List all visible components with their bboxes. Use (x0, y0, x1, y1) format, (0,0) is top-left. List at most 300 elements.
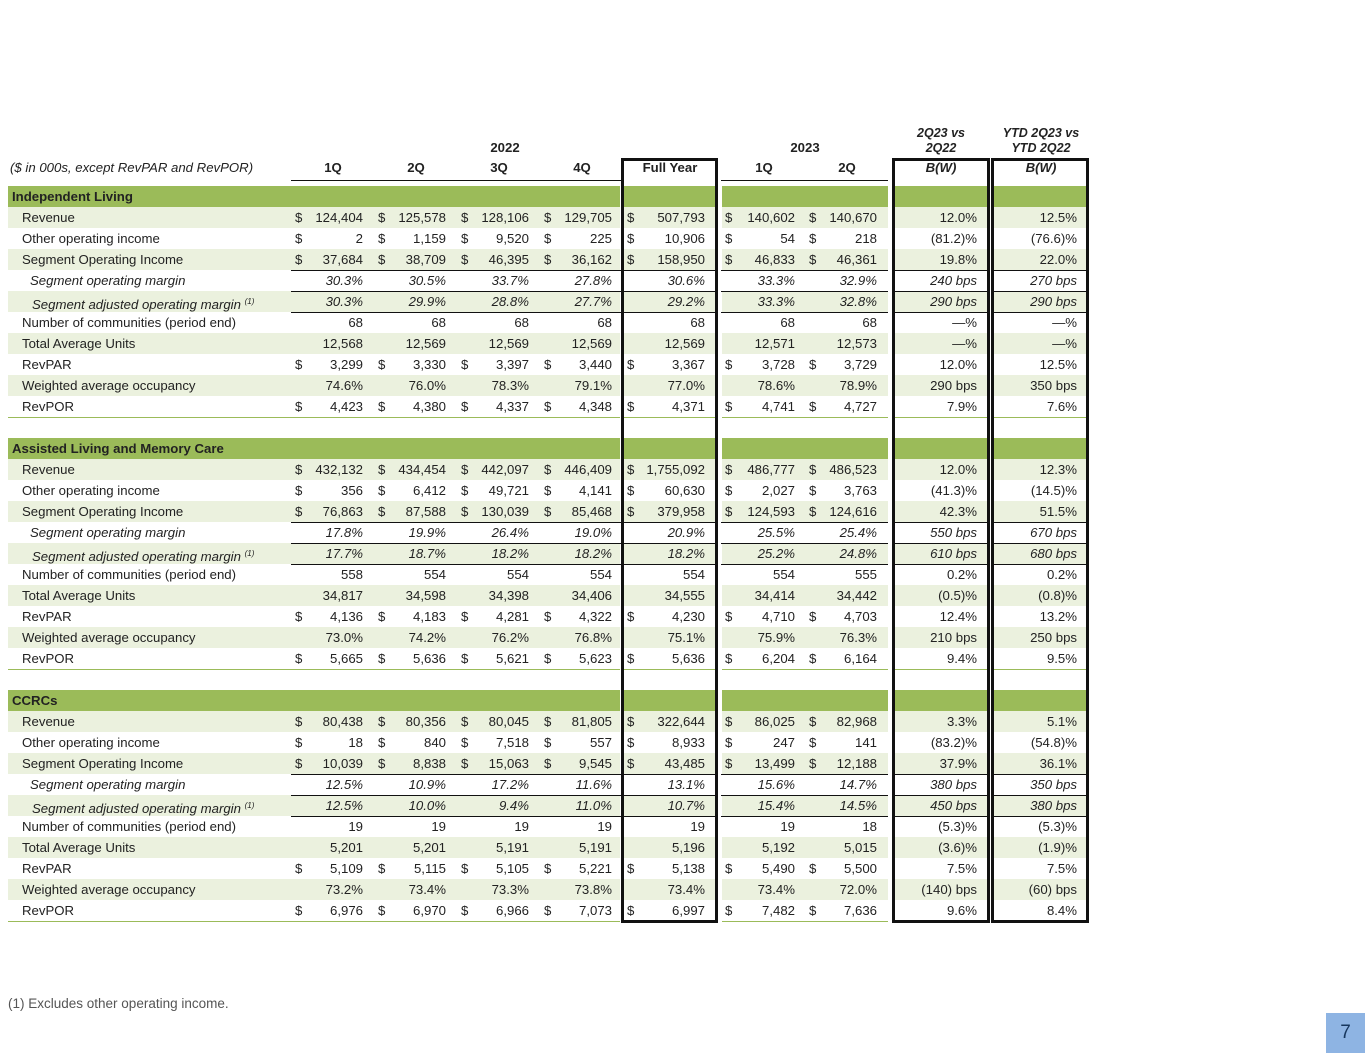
value-cell: 140,670 (829, 210, 877, 225)
col-header-2023-2q: 2Q (838, 160, 856, 175)
value-cell: 75.9% (757, 630, 795, 645)
comparison-cell: 680 bps (1030, 546, 1077, 561)
comparison-cell: (0.5)% (938, 588, 977, 603)
comparison-cell: 290 bps (930, 378, 977, 393)
col-header-2022-4q: 4Q (573, 160, 591, 175)
row-label-text: Segment operating margin (30, 273, 186, 288)
value-cell: 33.7% (491, 273, 529, 288)
dollar-sign: $ (378, 483, 386, 498)
row-label-text: Segment adjusted operating margin (32, 297, 241, 312)
value-cell: 124,616 (829, 504, 877, 519)
value-cell: 5,623 (578, 651, 612, 666)
comparison-cell: 12.0% (939, 210, 977, 225)
dollar-sign: $ (461, 756, 469, 771)
value-cell: 129,705 (564, 210, 612, 225)
value-cell: 507,793 (657, 210, 705, 225)
value-cell: 6,966 (495, 903, 529, 918)
section-title: Assisted Living and Memory Care (12, 441, 224, 456)
value-cell: 19 (348, 819, 363, 834)
dollar-sign: $ (725, 462, 733, 477)
row-label-text: Total Average Units (22, 588, 136, 603)
value-cell: 555 (854, 567, 877, 582)
value-cell: 19.0% (574, 525, 612, 540)
comparison-cell: 12.5% (1039, 357, 1077, 372)
row-label (10, 900, 286, 921)
value-cell: 486,777 (747, 462, 795, 477)
dollar-sign: $ (725, 903, 733, 918)
comparison-cell: 350 bps (1030, 378, 1077, 393)
dollar-sign: $ (295, 357, 303, 372)
row-label (10, 333, 286, 354)
comparison-cell: (83.2)% (930, 735, 977, 750)
value-cell: 5,015 (843, 840, 877, 855)
value-cell: 25.4% (839, 525, 877, 540)
header-rule-2023 (721, 180, 888, 181)
comp2-header-line2: YTD 2Q22 (1011, 141, 1071, 155)
comparison-cell: (0.8)% (1038, 588, 1077, 603)
rule-margin-top (721, 270, 888, 271)
value-cell: 4,423 (329, 399, 363, 414)
value-cell: 4,281 (495, 609, 529, 624)
value-cell: 30.6% (667, 273, 705, 288)
value-cell: 7,518 (495, 735, 529, 750)
comparison-cell: (14.5)% (1030, 483, 1077, 498)
value-cell: 12.5% (325, 798, 363, 813)
row-label (10, 648, 286, 669)
comparison-cell: 610 bps (930, 546, 977, 561)
rule-margin-mid (291, 291, 624, 292)
value-cell: 5,191 (495, 840, 529, 855)
value-cell: 4,136 (329, 609, 363, 624)
dollar-sign: $ (461, 504, 469, 519)
dollar-sign: $ (295, 651, 303, 666)
row-label-text: Segment operating margin (30, 777, 186, 792)
value-cell: 19 (597, 819, 612, 834)
dollar-sign: $ (809, 903, 817, 918)
col-header-comp1-bw: B(W) (925, 160, 957, 175)
row-label-text: Weighted average occupancy (22, 378, 196, 393)
dollar-sign: $ (295, 483, 303, 498)
row-label (10, 627, 286, 648)
row-label (10, 375, 286, 396)
comparison-cell: 12.4% (939, 609, 977, 624)
dollar-sign: $ (461, 714, 469, 729)
value-cell: 82,968 (836, 714, 877, 729)
dollar-sign: $ (725, 399, 733, 414)
value-cell: 4,380 (412, 399, 446, 414)
row-label (10, 207, 286, 228)
value-cell: 49,721 (488, 483, 529, 498)
value-cell: 38,709 (405, 252, 446, 267)
row-label (10, 480, 286, 501)
value-cell: 27.7% (574, 294, 612, 309)
value-cell: 225 (589, 231, 612, 246)
section-bottom-rule (722, 921, 888, 922)
col-header-comp2-bw: B(W) (1025, 160, 1057, 175)
rule-margin-mid (721, 291, 888, 292)
footnote-marker: (1) (244, 297, 255, 306)
value-cell: 17.7% (325, 546, 363, 561)
value-cell: 9.4% (498, 798, 529, 813)
row-label (10, 396, 286, 417)
comparison-cell: 12.0% (939, 462, 977, 477)
value-cell: 80,356 (405, 714, 446, 729)
comparison-cell: —% (1052, 336, 1077, 351)
dollar-sign: $ (725, 357, 733, 372)
value-cell: 34,406 (571, 588, 612, 603)
value-cell: 12,188 (836, 756, 877, 771)
value-cell: 19 (514, 819, 529, 834)
dollar-sign: $ (461, 252, 469, 267)
value-cell: 54 (780, 231, 795, 246)
dollar-sign: $ (627, 504, 635, 519)
comparison-cell: 350 bps (1030, 777, 1077, 792)
dollar-sign: $ (544, 735, 552, 750)
row-label-text: Segment operating margin (30, 525, 186, 540)
comparison-cell: 550 bps (930, 525, 977, 540)
value-cell: 18.7% (408, 546, 446, 561)
value-cell: 32.9% (839, 273, 877, 288)
dollar-sign: $ (809, 462, 817, 477)
comparison-cell: —% (952, 336, 977, 351)
comparison-cell: 8.4% (1046, 903, 1077, 918)
value-cell: 218 (854, 231, 877, 246)
value-cell: 75.1% (667, 630, 705, 645)
value-cell: 11.0% (575, 798, 612, 813)
dollar-sign: $ (725, 231, 733, 246)
value-cell: 73.4% (757, 882, 795, 897)
value-cell: 32.8% (839, 294, 877, 309)
comparison-cell: (140) bps (921, 882, 977, 897)
rule-margin-top (291, 774, 624, 775)
dollar-sign: $ (295, 231, 303, 246)
value-cell: 73.3% (491, 882, 529, 897)
row-label-text: Total Average Units (22, 336, 136, 351)
value-cell: 46,395 (488, 252, 529, 267)
value-cell: 68 (690, 315, 705, 330)
dollar-sign: $ (809, 714, 817, 729)
row-label (10, 858, 286, 879)
value-cell: 840 (423, 735, 446, 750)
value-cell: 14.7% (839, 777, 877, 792)
dollar-sign: $ (627, 903, 635, 918)
dollar-sign: $ (378, 651, 386, 666)
dollar-sign: $ (725, 609, 733, 624)
value-cell: 34,817 (322, 588, 363, 603)
dollar-sign: $ (627, 357, 635, 372)
value-cell: 68 (431, 315, 446, 330)
value-cell: 554 (589, 567, 612, 582)
dollar-sign: $ (809, 756, 817, 771)
dollar-sign: $ (627, 609, 635, 624)
value-cell: 11.6% (575, 777, 612, 792)
value-cell: 19 (780, 819, 795, 834)
value-cell: 124,404 (315, 210, 363, 225)
dollar-sign: $ (295, 399, 303, 414)
value-cell: 4,741 (761, 399, 795, 414)
value-cell: 1,755,092 (646, 462, 705, 477)
dollar-sign: $ (461, 357, 469, 372)
value-cell: 68 (348, 315, 363, 330)
value-cell: 356 (340, 483, 363, 498)
value-cell: 73.2% (325, 882, 363, 897)
value-cell: 18.2% (574, 546, 612, 561)
value-cell: 12,569 (405, 336, 446, 351)
dollar-sign: $ (295, 462, 303, 477)
row-label (10, 228, 286, 249)
value-cell: 247 (772, 735, 795, 750)
value-cell: 74.2% (408, 630, 446, 645)
value-cell: 34,398 (488, 588, 529, 603)
dollar-sign: $ (809, 399, 817, 414)
value-cell: 5,109 (329, 861, 363, 876)
value-cell: 4,727 (843, 399, 877, 414)
page-number: 7 (1326, 1013, 1365, 1053)
value-cell: 4,337 (495, 399, 529, 414)
comparison-cell: 9.5% (1046, 651, 1077, 666)
value-cell: 554 (682, 567, 705, 582)
dollar-sign: $ (809, 231, 817, 246)
value-cell: 432,132 (315, 462, 363, 477)
value-cell: 18 (348, 735, 363, 750)
comparison-cell: 7.5% (946, 861, 977, 876)
value-cell: 15,063 (488, 756, 529, 771)
dollar-sign: $ (725, 210, 733, 225)
value-cell: 78.6% (757, 378, 795, 393)
value-cell: 554 (772, 567, 795, 582)
row-label (10, 501, 286, 522)
dollar-sign: $ (627, 756, 635, 771)
value-cell: 6,970 (412, 903, 446, 918)
dollar-sign: $ (725, 504, 733, 519)
value-cell: 34,598 (405, 588, 446, 603)
value-cell: 26.4% (491, 525, 529, 540)
value-cell: 12,569 (488, 336, 529, 351)
col-header-2022-3q: 3Q (490, 160, 508, 175)
dollar-sign: $ (295, 861, 303, 876)
value-cell: 322,644 (657, 714, 705, 729)
dollar-sign: $ (378, 861, 386, 876)
comparison-cell: 380 bps (1030, 798, 1077, 813)
row-label-text: Revenue (22, 210, 75, 225)
value-cell: 10,039 (322, 756, 363, 771)
dollar-sign: $ (544, 357, 552, 372)
comparison-cell: (60) bps (1028, 882, 1077, 897)
row-label (10, 606, 286, 627)
dollar-sign: $ (725, 483, 733, 498)
value-cell: 4,710 (761, 609, 795, 624)
value-cell: 15.4% (757, 798, 795, 813)
value-cell: 3,729 (843, 357, 877, 372)
comparison-cell: 19.8% (939, 252, 977, 267)
comparison-cell: (5.3)% (1038, 819, 1077, 834)
dollar-sign: $ (378, 903, 386, 918)
value-cell: 27.8% (574, 273, 612, 288)
value-cell: 4,371 (671, 399, 705, 414)
dollar-sign: $ (725, 735, 733, 750)
row-label-text: Other operating income (22, 231, 160, 246)
value-cell: 73.8% (574, 882, 612, 897)
value-cell: 557 (589, 735, 612, 750)
comparison-cell: 450 bps (930, 798, 977, 813)
dollar-sign: $ (461, 903, 469, 918)
row-label-text: RevPOR (22, 903, 75, 918)
value-cell: 3,397 (495, 357, 529, 372)
value-cell: 442,097 (481, 462, 529, 477)
value-cell: 124,593 (747, 504, 795, 519)
value-cell: 5,221 (578, 861, 612, 876)
value-cell: 73.4% (667, 882, 705, 897)
comparison-cell: —% (1052, 315, 1077, 330)
dollar-sign: $ (544, 399, 552, 414)
value-cell: 10.7% (667, 798, 705, 813)
row-label-text: Weighted average occupancy (22, 882, 196, 897)
value-cell: 18.2% (491, 546, 529, 561)
comparison-cell: 380 bps (930, 777, 977, 792)
rule-margin-mid (291, 795, 624, 796)
value-cell: 130,039 (481, 504, 529, 519)
comparison-cell: (41.3)% (930, 483, 977, 498)
section-title: Independent Living (12, 189, 133, 204)
comparison-cell: 12.0% (939, 357, 977, 372)
dollar-sign: $ (544, 861, 552, 876)
row-label (10, 543, 286, 564)
dollar-sign: $ (627, 735, 635, 750)
row-label (10, 459, 286, 480)
dollar-sign: $ (378, 399, 386, 414)
value-cell: 5,636 (671, 651, 705, 666)
rule-margin-top (721, 522, 888, 523)
dollar-sign: $ (461, 399, 469, 414)
value-cell: 68 (862, 315, 877, 330)
dollar-sign: $ (809, 210, 817, 225)
dollar-sign: $ (627, 399, 635, 414)
row-label-text: Segment Operating Income (22, 252, 184, 267)
dollar-sign: $ (461, 231, 469, 246)
value-cell: 60,630 (664, 483, 705, 498)
rule-margin-mid (721, 543, 888, 544)
value-cell: 68 (514, 315, 529, 330)
comparison-cell: (81.2)% (930, 231, 977, 246)
dollar-sign: $ (725, 756, 733, 771)
value-cell: 9,520 (495, 231, 529, 246)
value-cell: 34,555 (664, 588, 705, 603)
value-cell: 5,636 (412, 651, 446, 666)
row-label-text: Segment Operating Income (22, 504, 184, 519)
value-cell: 4,348 (578, 399, 612, 414)
value-cell: 7,073 (578, 903, 612, 918)
value-cell: 17.8% (325, 525, 363, 540)
value-cell: 10.9% (408, 777, 446, 792)
comparison-cell: —% (952, 315, 977, 330)
value-cell: 25.5% (757, 525, 795, 540)
value-cell: 30.5% (408, 273, 446, 288)
row-label-text: RevPOR (22, 399, 75, 414)
section-bottom-rule (8, 921, 620, 922)
value-cell: 37,684 (322, 252, 363, 267)
value-cell: 86,025 (754, 714, 795, 729)
rule-margin-mid (291, 543, 624, 544)
row-label (10, 354, 286, 375)
comparison-cell: 0.2% (1046, 567, 1077, 582)
value-cell: 5,105 (495, 861, 529, 876)
comparison-cell: 7.5% (1046, 861, 1077, 876)
value-cell: 12,568 (322, 336, 363, 351)
footnote-marker: (1) (244, 549, 255, 558)
dollar-sign: $ (627, 462, 635, 477)
dollar-sign: $ (544, 651, 552, 666)
value-cell: 10.0% (408, 798, 446, 813)
value-cell: 3,330 (412, 357, 446, 372)
value-cell: 4,230 (671, 609, 705, 624)
value-cell: 85,468 (571, 504, 612, 519)
dollar-sign: $ (378, 756, 386, 771)
value-cell: 4,322 (578, 609, 612, 624)
comparison-cell: (76.6)% (1030, 231, 1077, 246)
value-cell: 8,838 (412, 756, 446, 771)
value-cell: 79.1% (574, 378, 612, 393)
row-label (10, 249, 286, 270)
value-cell: 12,571 (754, 336, 795, 351)
value-cell: 3,763 (843, 483, 877, 498)
comparison-cell: 3.3% (946, 714, 977, 729)
comparison-cell: 13.2% (1039, 609, 1077, 624)
value-cell: 5,138 (671, 861, 705, 876)
value-cell: 379,958 (657, 504, 705, 519)
dollar-sign: $ (295, 609, 303, 624)
row-label-text: Segment adjusted operating margin (32, 549, 241, 564)
comparison-cell: 22.0% (1039, 252, 1077, 267)
row-label-text: RevPAR (22, 861, 72, 876)
comparison-cell: 37.9% (939, 756, 977, 771)
rule-margin-top (721, 774, 888, 775)
value-cell: 6,976 (329, 903, 363, 918)
row-label-text: RevPAR (22, 609, 72, 624)
comparison-cell: (5.3)% (938, 819, 977, 834)
value-cell: 81,805 (571, 714, 612, 729)
section-band (722, 186, 888, 207)
value-cell: 33.3% (757, 294, 795, 309)
value-cell: 5,191 (578, 840, 612, 855)
value-cell: 30.3% (325, 294, 363, 309)
value-cell: 554 (423, 567, 446, 582)
value-cell: 43,485 (664, 756, 705, 771)
dollar-sign: $ (544, 483, 552, 498)
value-cell: 76.8% (574, 630, 612, 645)
dollar-sign: $ (627, 210, 635, 225)
value-cell: 3,440 (578, 357, 612, 372)
dollar-sign: $ (295, 714, 303, 729)
row-label-text: Other operating income (22, 735, 160, 750)
value-cell: 2,027 (761, 483, 795, 498)
value-cell: 558 (340, 567, 363, 582)
value-cell: 5,665 (329, 651, 363, 666)
value-cell: 20.9% (667, 525, 705, 540)
col-header-full-year: Full Year (642, 160, 698, 175)
value-cell: 46,361 (836, 252, 877, 267)
comp1-header-line1: 2Q23 vs (917, 126, 965, 140)
section-band (722, 690, 888, 711)
row-label-text: Weighted average occupancy (22, 630, 196, 645)
row-label-text: Revenue (22, 462, 75, 477)
section-band (722, 438, 888, 459)
value-cell: 24.8% (839, 546, 877, 561)
value-cell: 15.6% (757, 777, 795, 792)
value-cell: 7,482 (761, 903, 795, 918)
value-cell: 2 (355, 231, 363, 246)
row-label (10, 837, 286, 858)
dollar-sign: $ (627, 651, 635, 666)
